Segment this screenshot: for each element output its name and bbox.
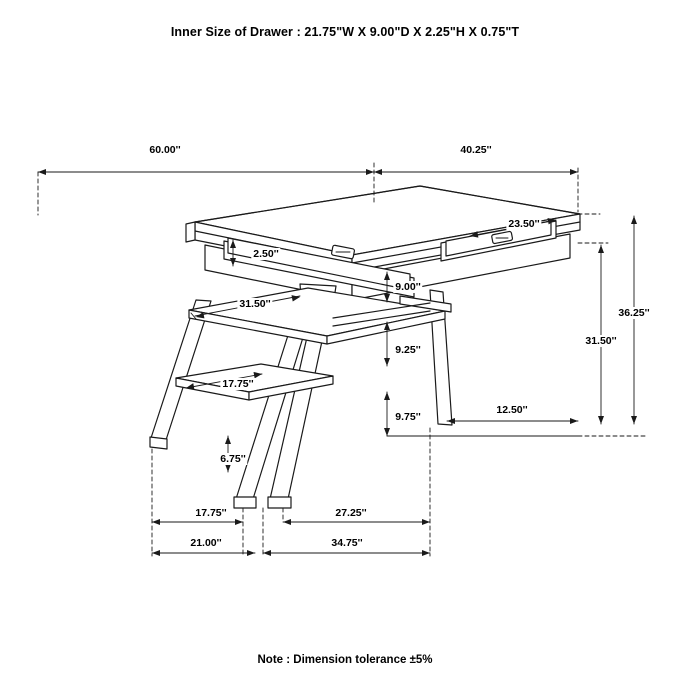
dim-top-left-width: 60.00'' <box>149 144 181 156</box>
dim-shelf-gap-mid: 9.25'' <box>395 344 421 356</box>
dim-apron-right-width: 23.50'' <box>508 218 540 230</box>
dim-base-width-left: 21.00'' <box>190 537 222 549</box>
dim-apron-to-shelf: 9.00'' <box>395 281 421 293</box>
dim-top-right-width: 40.25'' <box>460 144 492 156</box>
page-title: Inner Size of Drawer : 21.75"W X 9.00"D X 2.25"H X 0.75"T <box>170 25 520 39</box>
dim-drawer-height: 2.50'' <box>253 248 279 260</box>
dim-shelf-front-width: 31.50'' <box>239 298 271 310</box>
dim-lower-shelf-width: 17.75'' <box>222 378 254 390</box>
dim-foot-height: 6.75'' <box>220 453 246 465</box>
dim-leg-spread-left: 17.75'' <box>195 507 227 519</box>
dim-foot-clearance: 12.50'' <box>496 404 528 416</box>
tolerance-note: Note : Dimension tolerance ±5% <box>257 654 433 666</box>
dim-shelf-to-floor: 9.75'' <box>395 411 421 423</box>
dim-leg-spread-right: 27.25'' <box>335 507 367 519</box>
dim-table-height-inner: 31.50'' <box>585 335 617 347</box>
dim-base-width-right: 34.75'' <box>331 537 363 549</box>
dim-table-height-outer: 36.25'' <box>618 307 650 319</box>
